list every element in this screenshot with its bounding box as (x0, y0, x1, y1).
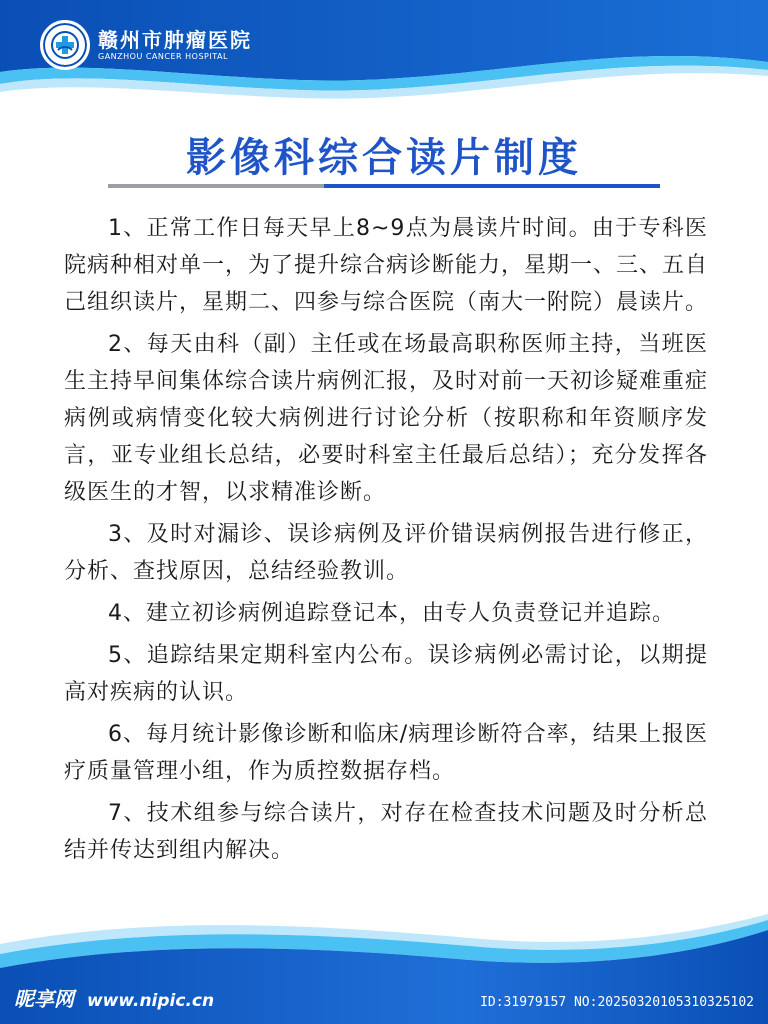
regulation-body (64, 210, 708, 874)
regulation-item-7: 7、技术组参与综合读片，对存在检查技术问题及时分析总结并传达到组内解决。 (64, 801, 708, 863)
title-underline-blue (324, 184, 660, 188)
hospital-name-english: GANZHOU CANCER HOSPITAL (98, 52, 228, 61)
footer-watermark-brand (14, 983, 214, 1012)
watermark-url: www.nipic.cn (86, 991, 215, 1011)
regulation-item-5: 5、追踪结果定期科室内公布。误诊病例必需讨论，以期提高对疾病的认识。 (64, 643, 708, 705)
page-title: 影像科综合读片制度 (186, 135, 582, 181)
hospital-name: 赣州市肿瘤医院 (98, 28, 252, 52)
regulation-item-4: 4、建立初诊病例追踪登记本，由专人负责登记并追踪。 (108, 601, 675, 626)
regulation-item-6: 6、每月统计影像诊断和临床/病理诊断符合率，结果上报医疗质量管理小组，作为质控数据存档。 (64, 722, 708, 784)
hospital-emblem-icon (40, 20, 90, 70)
title-underline-grey (108, 184, 324, 188)
regulation-item-3: 3、及时对漏诊、误诊病例及评价错误病例报告进行修正，分析、查找原因，总结经验教训。 (64, 522, 708, 584)
regulation-item-2: 2、每天由科（副）主任或在场最高职称医师主持，当班医生主持早间集体综合读片病例汇报，及时对前一天初诊疑难重症病例或病情变化较大病例进行讨论分析（按职称和年资顺序发言，亚专业组长总结，必要时科室主任最后总结）；充分发挥各级医生的才智，以求精准诊断。 (64, 332, 709, 505)
hospital-logo-block (40, 20, 252, 70)
watermark-image-id: ID:31979157 NO:20250320105310325102 (480, 995, 754, 1010)
regulation-item-1: 1、正常工作日每天早上8~9点为晨读片时间。由于专科医院病种相对单一，为了提升综合病诊断能力，星期一、三、五自己组织读片，星期二、四参与综合医院（南大一附院）晨读片。 (64, 216, 709, 315)
watermark-brand-name: 昵享网 (14, 987, 74, 1011)
